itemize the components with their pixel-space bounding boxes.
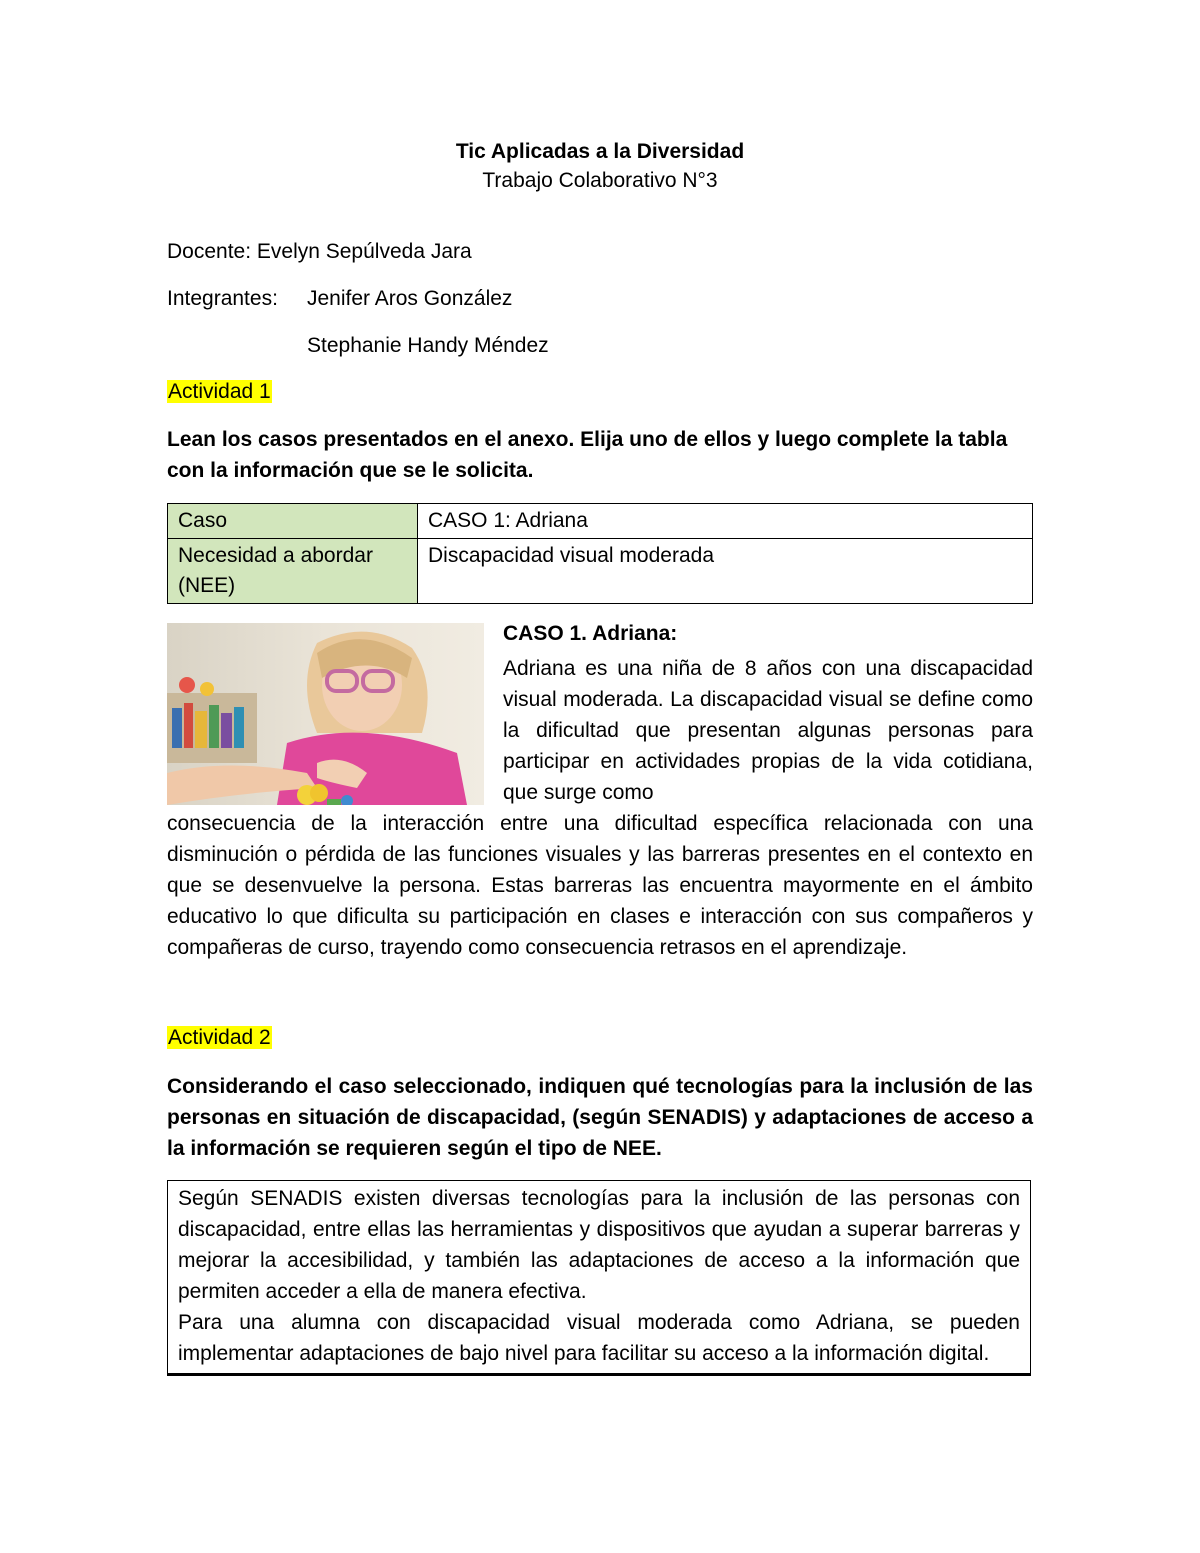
table-cell-necesidad-label: Necesidad a abordar (NEE) [168, 539, 418, 604]
docente-line: Docente: Evelyn Sepúlveda Jara [167, 240, 472, 263]
document-title: Tic Aplicadas a la Diversidad [455, 140, 745, 163]
actividad-1-heading [167, 380, 272, 404]
integrante-2: Stephanie Handy Méndez [307, 334, 549, 357]
case-text-full: consecuencia de la interacción entre una dificultad específica relacionada con una disminución o pérdida de las funciones visuales y las barreras presentes en el contexto en que se desenvuelve la persona. Estas barreras las encuentra mayormente en el ámbito educativo lo que dificulta su participación en clases e interacción con sus compañeros y compañeras de curso, trayendo como consecuencia retrasos en el aprendizaje. [167, 812, 1033, 959]
table-cell-caso-value: CASO 1: Adriana [418, 504, 1033, 539]
actividad-1-label: Actividad 1 [168, 380, 271, 403]
table-cell-caso-label: Caso [168, 504, 418, 539]
actividad-2-instruction: Considerando el caso seleccionado, indiquen qué tecnologías para la inclusión de las personas en situación de discapacidad, (según SENADIS) y adaptaciones de acceso a la información se requieren según el tipo de NEE. [167, 1075, 1033, 1160]
case-text-side: Adriana es una niña de 8 años con una discapacidad visual moderada. La discapacidad visual se define como la dificultad que presentan algunas personas para participar en actividades propias de la vida cotidiana, que surge como [503, 657, 1033, 804]
table-cell-necesidad-value: Discapacidad visual moderada [418, 539, 1033, 604]
actividad-1-instruction: Lean los casos presentados en el anexo. Elija uno de ellos y luego complete la tabla con la información que se le solicita. [167, 428, 1008, 482]
integrantes-label: Integrantes: [167, 287, 278, 310]
actividad-2-label: Actividad 2 [168, 1026, 271, 1049]
answer-paragraph-2: Para una alumna con discapacidad visual moderada como Adriana, se pueden implementar adaptaciones de bajo nivel para facilitar su acceso a la información digital. [178, 1311, 1020, 1365]
table-row [168, 504, 1033, 539]
case-table [167, 503, 1033, 604]
actividad-2-heading [167, 1026, 272, 1050]
table-row [168, 539, 1033, 604]
case-title: CASO 1. Adriana: [503, 622, 678, 645]
case-table-wrapper [167, 503, 1033, 604]
answer-paragraph-1: Según SENADIS existen diversas tecnologías para la inclusión de las personas con discapacidad, entre ellas las herramientas y dispositivos que ayudan a superar barreras y mejorar la accesibilidad, y también las adaptaciones de acceso a la información que permiten acceder a ella de manera efectiva. [178, 1187, 1020, 1303]
document-subtitle: Trabajo Colaborativo N°3 [482, 169, 718, 192]
integrante-1: Jenifer Aros González [307, 287, 513, 310]
case-photo [167, 623, 484, 805]
answer-box [167, 1180, 1031, 1376]
